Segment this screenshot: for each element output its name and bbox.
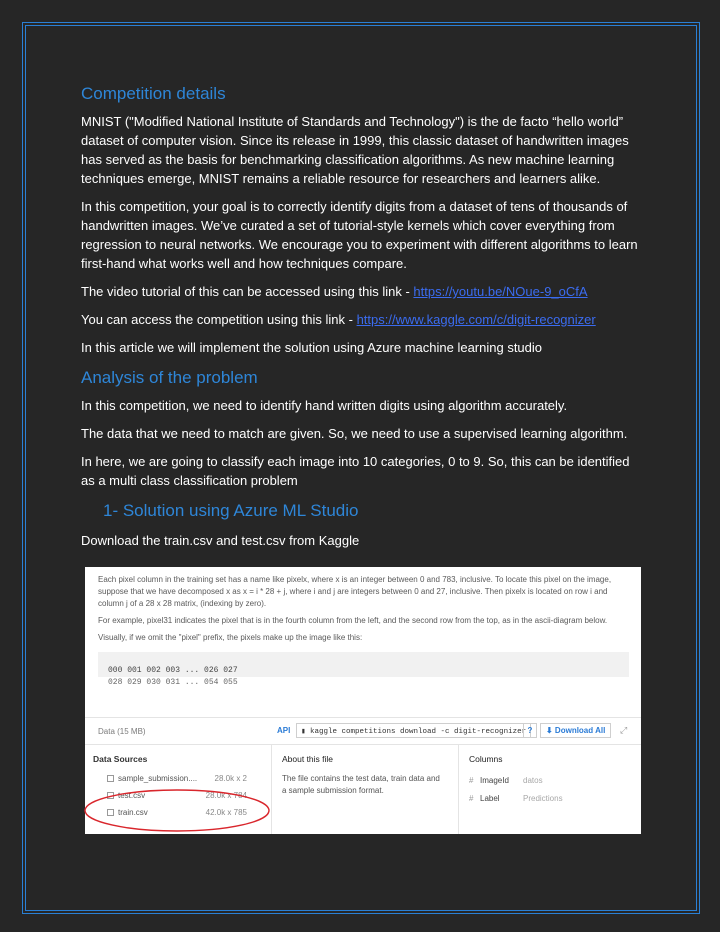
- video-link[interactable]: https://youtu.be/NOue-9_oCfA: [413, 284, 588, 299]
- about-title: About this file: [282, 754, 334, 764]
- column-name: Label: [480, 794, 500, 803]
- file-name: sample_submission....: [118, 774, 198, 783]
- red-ellipse-annotation: [82, 788, 272, 833]
- paragraph-mnist: MNIST ("Modified National Institute of Standards and Technology") is the de facto “hello world” dataset of computer vision. Since its release in 1999, this classic dataset of handwritten images has served as the basis for benchmarking classification algorithms. As new machine learning techniques emerge, MNIST remains a reliable resource for researchers and learners alike.: [81, 114, 629, 186]
- about-text: The file contains the test data, train data and a sample submission format.: [282, 774, 440, 795]
- code-block: [98, 652, 629, 687]
- column-row-imageid[interactable]: [469, 774, 641, 792]
- hash-icon: #: [469, 794, 474, 803]
- column-desc: Predictions: [523, 794, 563, 803]
- column-row-label[interactable]: [469, 792, 641, 810]
- data-toolbar: [85, 717, 641, 745]
- data-sources-title: Data Sources: [93, 754, 148, 764]
- desc-paragraph-2: For example, pixel31 indicates the pixel that is in the fourth column from the left, and the second row from the top, as in the ascii-diagram below.: [98, 616, 608, 625]
- heading-analysis: Analysis of the problem: [81, 368, 258, 387]
- document-body: [81, 82, 646, 559]
- download-command[interactable]: [296, 723, 531, 738]
- file-size: 42.0k x 785: [205, 808, 247, 817]
- column-desc: datos: [523, 776, 543, 785]
- file-name: test.csv: [118, 791, 146, 800]
- about-file-panel: [272, 745, 459, 834]
- table-icon: [107, 775, 114, 782]
- heading-competition-details: Competition details: [81, 84, 226, 103]
- help-button[interactable]: ?: [523, 723, 537, 738]
- desc-paragraph-1: Each pixel column in the training set has a name like pixelx, where x is an integer between 0 and 783, inclusive. To locate this pixel on the image, suppose that we have decomposed x as x = i * 28 + j, where i and j are integers between 0 and 27, inclusive. Then pixelx is located on row i and column j of a 28 x 28 matrix, (indexing by zero).: [98, 575, 612, 608]
- columns-title: Columns: [469, 754, 503, 764]
- column-list: [459, 774, 641, 810]
- hash-icon: #: [469, 776, 474, 785]
- command-text: kaggle competitions download -c digit-recognizer: [310, 728, 527, 736]
- file-item-sample-submission[interactable]: [85, 772, 271, 789]
- competition-text: You can access the competition using this link -: [81, 312, 357, 327]
- file-name: train.csv: [118, 808, 148, 817]
- columns-panel: [459, 745, 641, 834]
- file-size: 28.0k x 784: [205, 791, 247, 800]
- download-all-button[interactable]: ⬇ Download All: [540, 723, 611, 738]
- competition-link[interactable]: https://www.kaggle.com/c/digit-recognizer: [356, 312, 596, 327]
- code-line-2: 028 029 030 031 ... 054 055: [108, 678, 238, 687]
- file-size: 28.0k x 2: [214, 774, 247, 783]
- paragraph-video: [81, 282, 646, 301]
- code-line-1: 000 001 002 003 ... 026 027: [108, 666, 238, 675]
- paragraph-competition-link: [81, 310, 646, 329]
- kaggle-icon: ▮: [301, 728, 311, 736]
- expand-icon[interactable]: ⤢: [620, 725, 628, 735]
- paragraph-identify: In this competition, we need to identify hand written digits using algorithm accurately.: [81, 398, 568, 413]
- paragraph-classify: In here, we are going to classify each image into 10 categories, 0 to 9. So, this can be identified as a multi class classification problem: [81, 454, 630, 488]
- api-button[interactable]: API: [277, 726, 291, 735]
- paragraph-supervised: The data that we need to match are given. So, we need to use a supervised learning algorithm.: [81, 426, 628, 441]
- screenshot-description: [85, 567, 641, 644]
- paragraph-article: In this article we will implement the solution using Azure machine learning studio: [81, 340, 543, 355]
- paragraph-goal: In this competition, your goal is to correctly identify digits from a dataset of tens of thousands of handwritten images. We’ve curated a set of tutorial-style kernels which cover everything from regression to neural networks. We encourage you to experiment with different algorithms to learn first-hand what works well and how techniques compare.: [81, 199, 638, 271]
- column-name: ImageId: [480, 776, 509, 785]
- video-text: The video tutorial of this can be accessed using this link -: [81, 284, 414, 299]
- heading-solution: 1- Solution using Azure ML Studio: [103, 501, 359, 520]
- paragraph-download: Download the train.csv and test.csv from Kaggle: [81, 533, 360, 548]
- data-size-label: Data (15 MB): [98, 727, 146, 736]
- desc-paragraph-3: Visually, if we omit the "pixel" prefix, the pixels make up the image like this:: [98, 633, 363, 642]
